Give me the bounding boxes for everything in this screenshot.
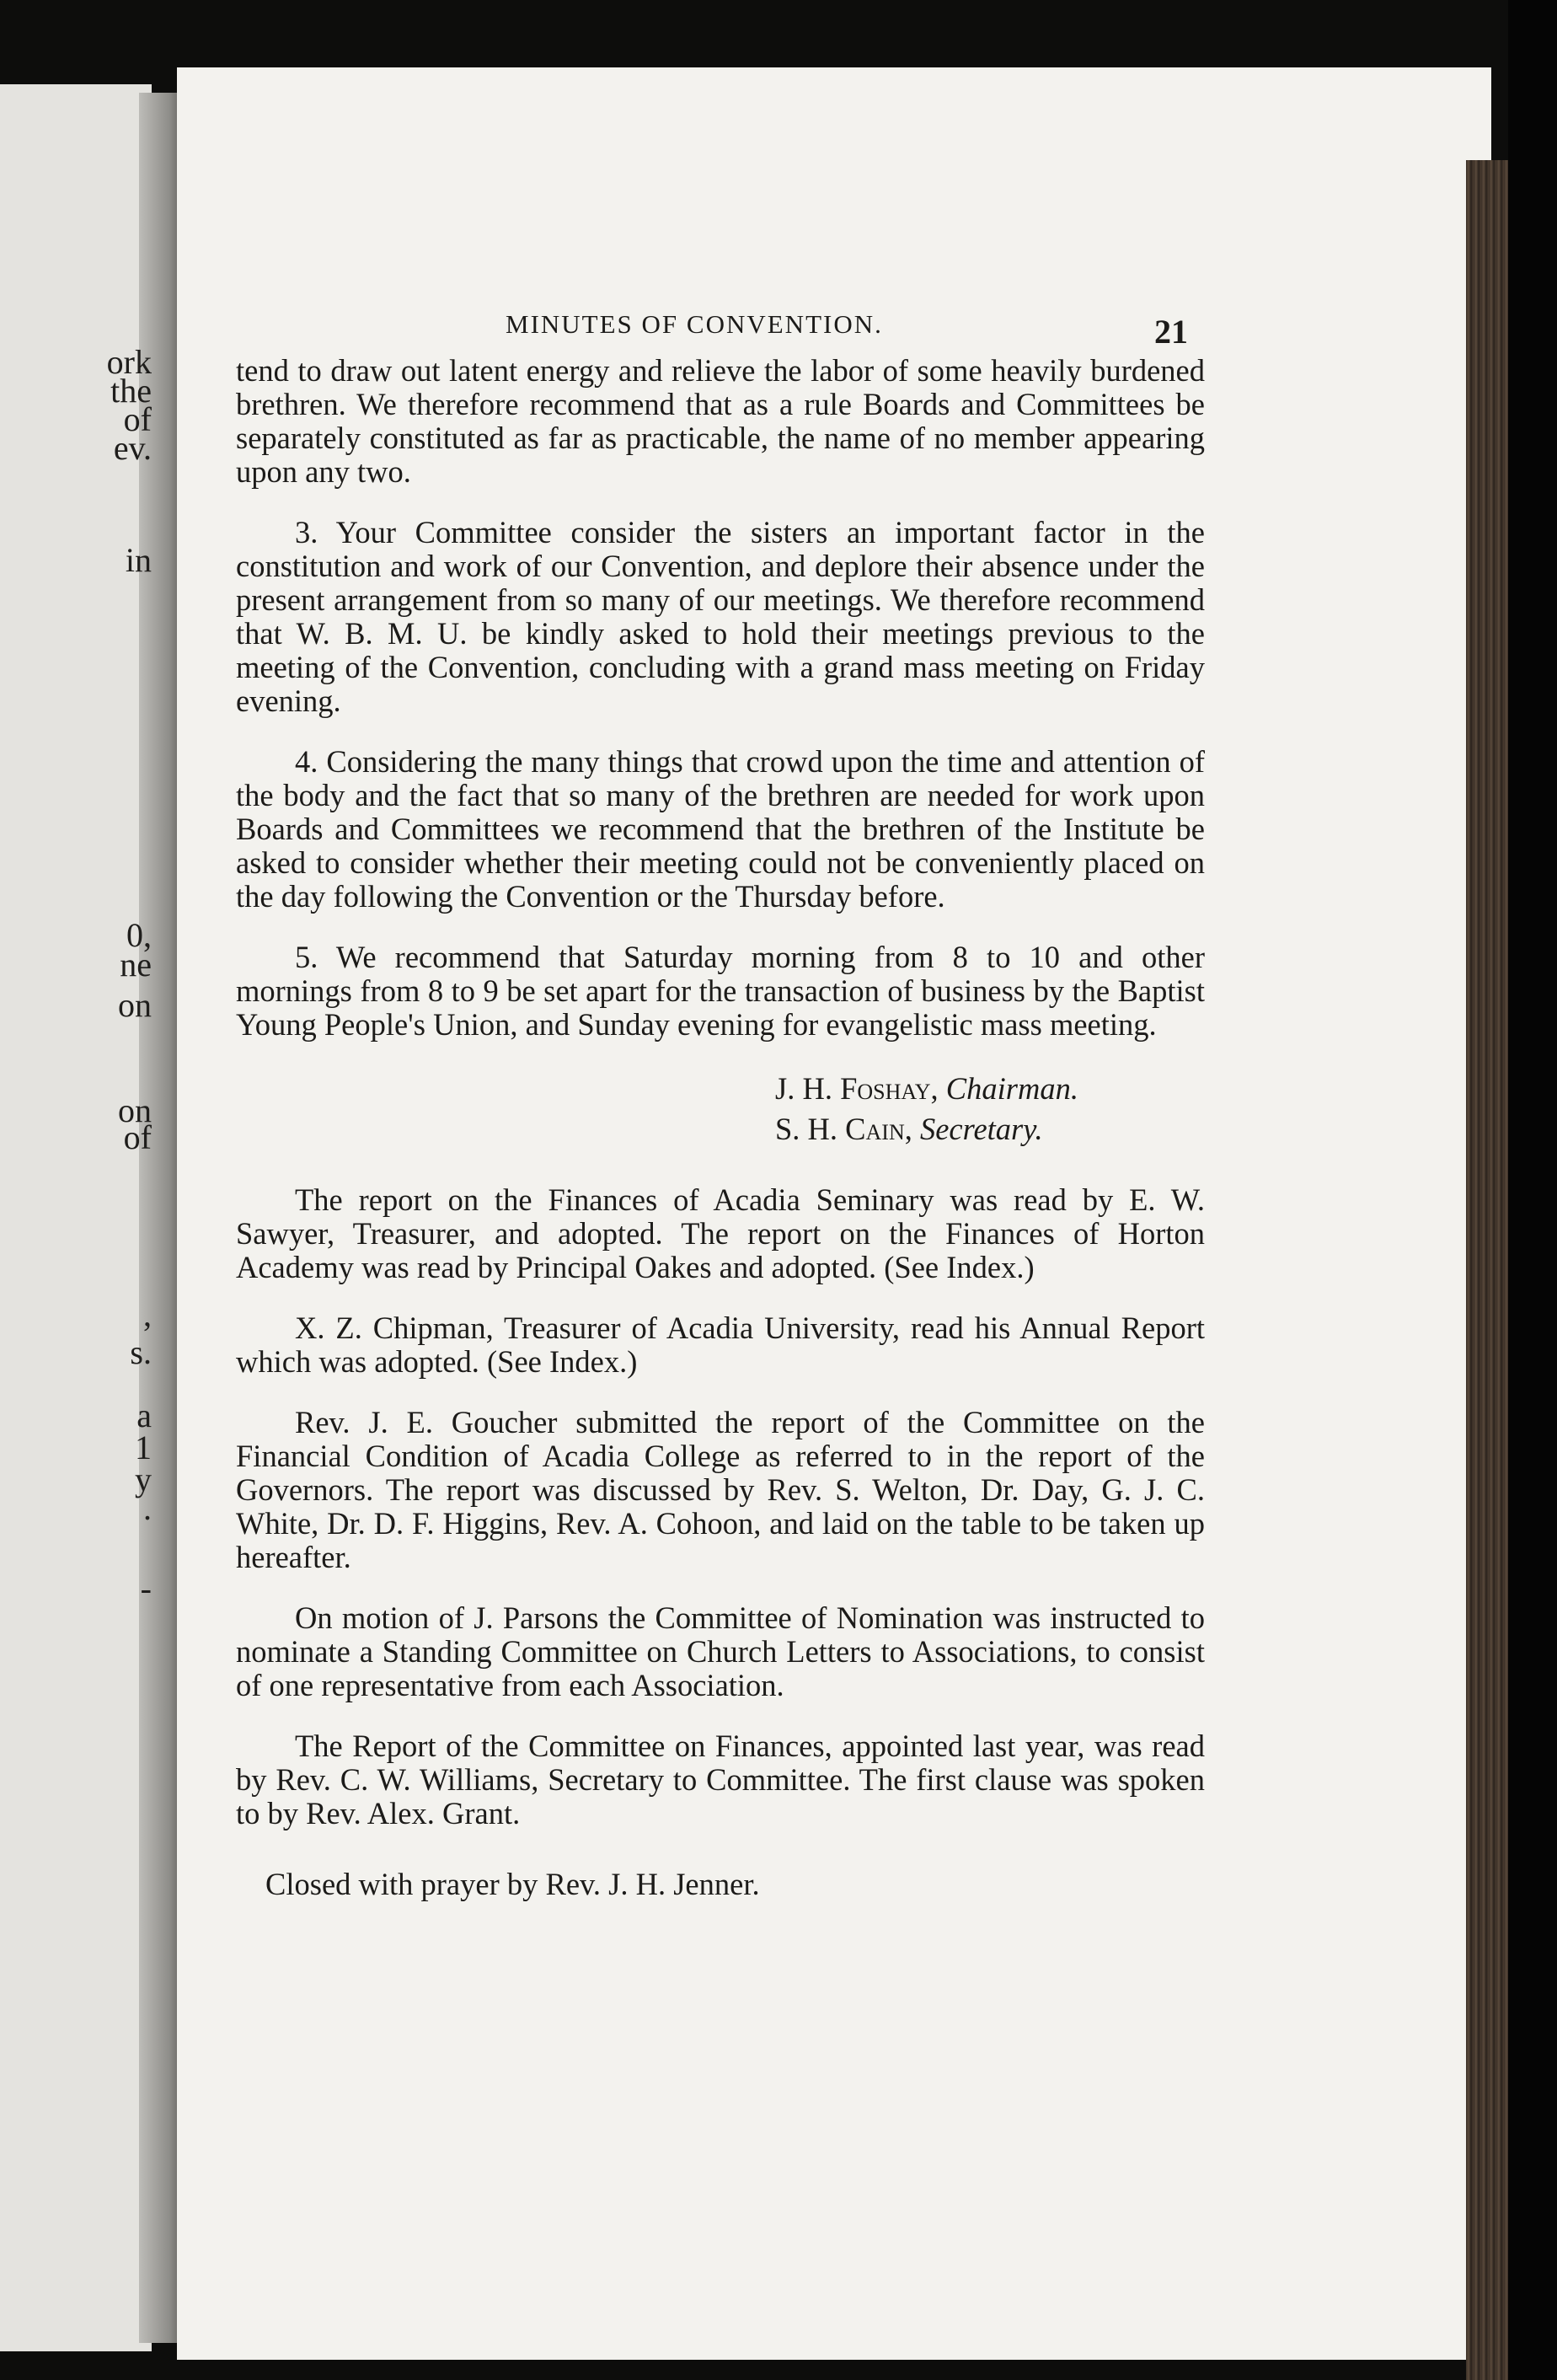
left-fragment: in <box>125 541 152 579</box>
left-fragment: s. <box>130 1333 152 1371</box>
paragraph-item-5: 5. We recommend that Saturday morning from 8 to 10 and other mornings from 8 to 9 be set apart for the transaction of business by the Baptist Young People's Union, and Sunday evening for evangelistic mass meeting. <box>236 940 1205 1042</box>
signatory-name: J. H. Foshay, <box>775 1071 939 1106</box>
signature-secretary <box>775 1109 1205 1150</box>
left-fragment: a <box>136 1396 152 1434</box>
minute-college-finances: Rev. J. E. Goucher submitted the report of the Committee on the Financial Condition of Acadia College as referred to in the report of the Governors. The report was discussed by Rev. S. Welton, Dr. Day, G. J. C. White, Dr. D. F. Higgins, Rev. A. Cohoon, and laid on the table to be taken up hereafter. <box>236 1405 1205 1574</box>
left-fragment: , <box>143 1295 152 1333</box>
minute-nomination: On motion of J. Parsons the Committee of Nomination was instructed to nominate a Standing Committee on Church Letters to Associations, to consist of one representative from each Association. <box>236 1600 1205 1702</box>
left-fragment: - <box>140 1569 152 1607</box>
minute-finance-committee: The Report of the Committee on Finances, appointed last year, was read by Rev. C. W. Williams, Secretary to Committee. The first clause was spoken to by Rev. Alex. Grant. <box>236 1729 1205 1831</box>
left-fragment: 1 <box>135 1429 152 1466</box>
left-fragment: of <box>123 400 152 438</box>
page-body <box>236 303 1205 1928</box>
paragraph-continued: tend to draw out latent energy and relieve the labor of some heavily burdened brethren. We therefore recommend that as a rule Boards and Committees be separately constituted as far as practicable, the name of no member appearing upon any two. <box>236 353 1205 489</box>
page-number: 21 <box>1154 313 1188 351</box>
left-fragment: ev. <box>113 429 152 467</box>
left-fragment: ne <box>120 946 152 984</box>
left-fragment: . <box>143 1489 152 1527</box>
left-fragment: on <box>118 1091 152 1129</box>
paragraph-item-4: 4. Considering the many things that crowd upon the time and attention of the body and the fact that so many of the brethren are needed for work upon Boards and Committees we recommend that the brethren of the Institute be asked to consider whether their meeting could not be conveniently placed on the day following the Convention or the Thursday before. <box>236 744 1205 914</box>
left-fragment: ork <box>106 343 152 381</box>
signature-chairman <box>775 1069 1205 1109</box>
left-fragment: of <box>123 1118 152 1156</box>
signature-block <box>236 1069 1205 1150</box>
left-fragment: the <box>110 372 152 410</box>
left-fragment: on <box>118 986 152 1024</box>
signatory-role: Chairman. <box>945 1071 1078 1106</box>
paragraph-item-3: 3. Your Committee consider the sisters an important factor in the constitution and work of our Convention, and deplore their absence under the present arrangement from so many of our meetings. We therefore recommend that W. B. M. U. be kindly asked to hold their meetings previous to the meeting of the Convention, concluding with a grand mass meeting on Friday evening. <box>236 515 1205 718</box>
running-head: MINUTES OF CONVENTION. <box>506 309 883 339</box>
left-fragment: y <box>135 1461 152 1498</box>
signatory-role: Secretary. <box>919 1112 1043 1146</box>
minute-seminary-finances: The report on the Finances of Acadia Seminary was read by E. W. Sawyer, Treasurer, and adopted. The report on the Finances of Horton Academy was read by Principal Oakes and adopted. (See Index.) <box>236 1182 1205 1284</box>
background-edge <box>1508 0 1557 2380</box>
closing-line: Closed with prayer by Rev. J. H. Jenner. <box>265 1867 760 1901</box>
left-fragment: 0, <box>126 916 152 954</box>
signatory-name: S. H. Cain, <box>775 1112 912 1146</box>
minute-treasurer-report: X. Z. Chipman, Treasurer of Acadia University, read his Annual Report which was adopted. (See Index.) <box>236 1311 1205 1379</box>
